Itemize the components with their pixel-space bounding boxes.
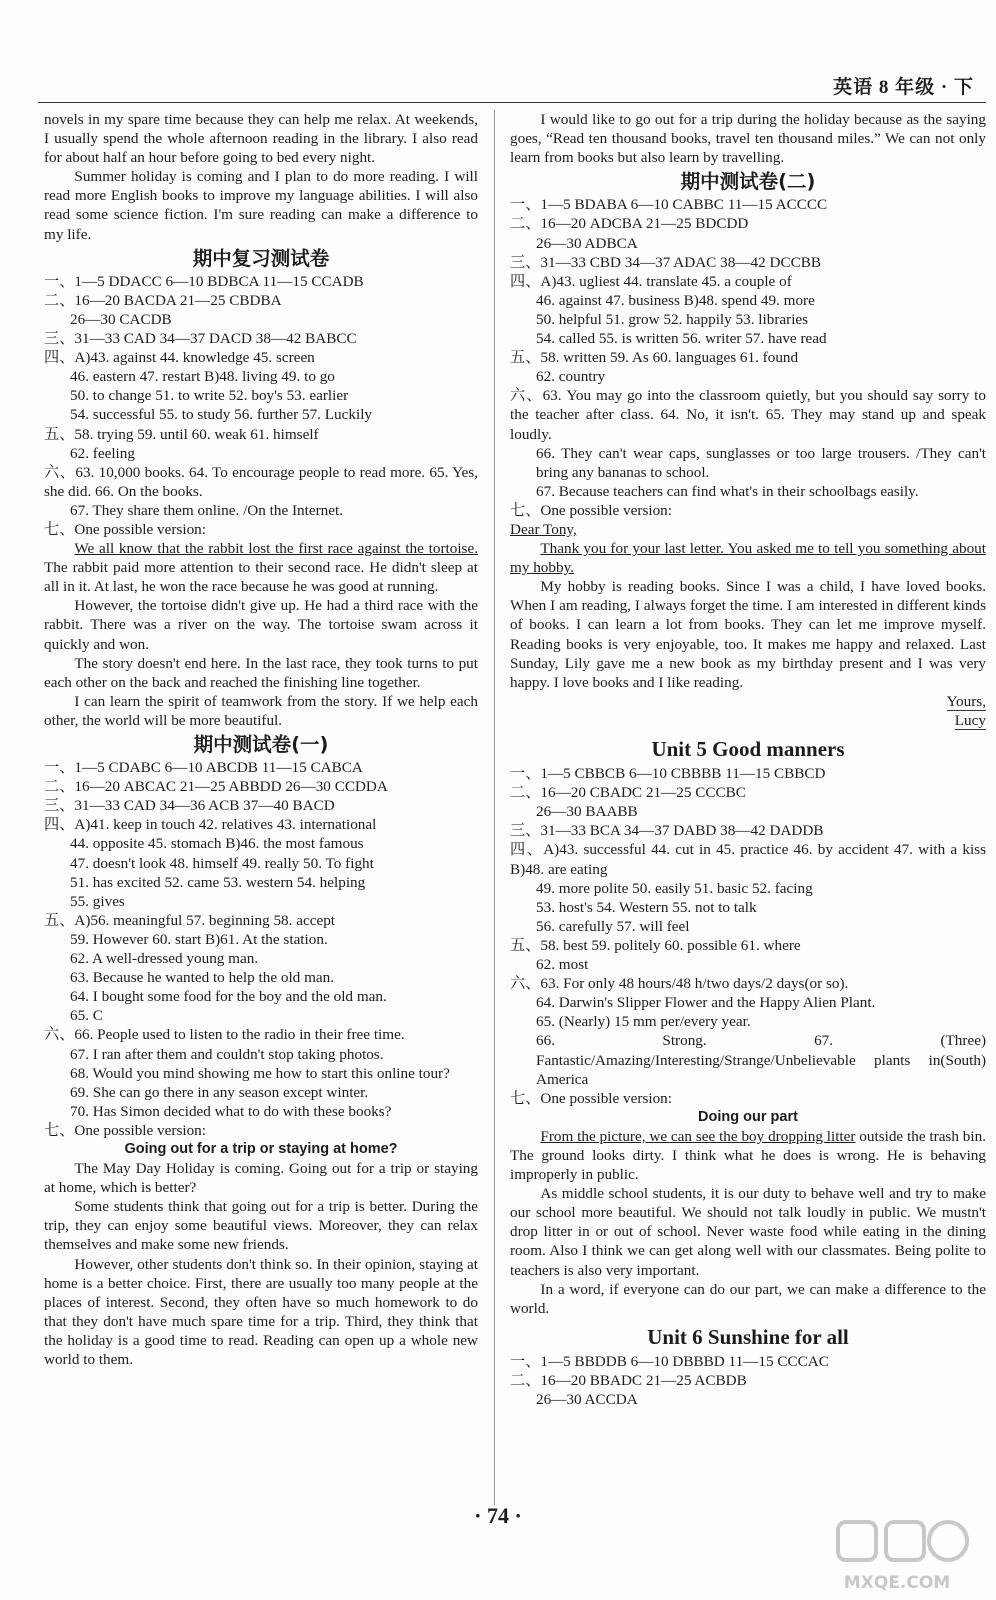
answer-line: 26—30 BAABB: [536, 803, 638, 821]
answer-line: 二、16—20 BACDA 21—25 CBDBA: [44, 291, 282, 309]
letter-closing: [510, 692, 986, 711]
answer-line: 54. called 55. is written 56. writer 57. have read: [536, 330, 827, 348]
answer-line: 64. Darwin's Slipper Flower and the Happy Alien Plant.: [536, 994, 876, 1012]
answer-line: 五、58. written 59. As 60. languages 61. found: [510, 349, 799, 367]
answer-line: 62. most: [536, 956, 589, 974]
answer-line: 一、1—5 BBDDB 6—10 DBBBD 11—15 CCCAC: [510, 1352, 829, 1370]
answer-line: 66. Strong. 67. (Three) Fantastic/Amazing/Interesting/Strange/Unbelievable plants in(South) America: [536, 1032, 986, 1088]
essay-paragraph: Some students think that going out for a trip is better. During the trip, they can enjoy some beautiful views. Moreover, they can relax themselves and make some new friends.: [44, 1198, 478, 1254]
answer-line: 51. has excited 52. came 53. western 54. helping: [70, 873, 366, 891]
watermark-text: MXQE.COM: [843, 1573, 951, 1593]
answer-line: 63. Because he wanted to help the old man.: [70, 969, 335, 987]
underlined-opening: We all know that the rabbit lost the first race against the tortoise.: [74, 540, 478, 558]
answer-line: 65. C: [70, 1007, 103, 1025]
answer-line: 二、16—20 ADCBA 21—25 BDCDD: [510, 215, 749, 233]
essay-paragraph: [510, 1127, 986, 1184]
answer-line: 三、31—33 CBD 34—37 ADAC 38—42 DCCBB: [510, 253, 821, 271]
right-column: [510, 110, 986, 1409]
essay-paragraph: I can learn the spirit of teamwork from the story. If we help each other, the world will be more beautiful.: [44, 692, 478, 729]
answer-line: 67. They share them online. /On the Internet.: [70, 501, 344, 519]
answer-line: 七、One possible version:: [510, 501, 672, 519]
answer-line: 一、1—5 DDACC 6—10 BDBCA 11—15 CCADB: [44, 272, 364, 290]
answer-line: 六、63. You may go into the classroom quietly, but you should say sorry to the teacher after class. 64. No, it isn't. 65. They may stand up and speak loudly.: [510, 387, 986, 443]
answer-line: 62. A well-dressed young man.: [70, 950, 259, 968]
essay-paragraph: The May Day Holiday is coming. Going out for a trip or staying at home, which is better?: [44, 1160, 478, 1197]
answer-line: 一、1—5 CBBCB 6—10 CBBBB 11—15 CBBCD: [510, 765, 826, 783]
header-divider: [38, 102, 986, 103]
answer-line: 七、One possible version:: [510, 1089, 672, 1107]
answer-line: 二、16—20 BBADC 21—25 ACBDB: [510, 1372, 747, 1389]
page-header-title: 英语 8 年级 · 下: [833, 77, 974, 98]
answer-line: 46. against 47. business B)48. spend 49. more: [536, 291, 815, 309]
answer-line: 47. doesn't look 48. himself 49. really 50. To fight: [70, 854, 374, 872]
section-title: 期中测试卷(二): [680, 170, 816, 194]
essay-paragraph: In a word, if everyone can do our part, we can make a difference to the world.: [510, 1280, 986, 1317]
underlined-opening: Thank you for your last letter. You asked me to tell you something about my hobby.: [510, 540, 986, 577]
letter-signature: [510, 711, 986, 730]
answer-line: 三、31—33 CAD 34—36 ACB 37—40 BACD: [44, 797, 335, 815]
section-title: 期中复习测试卷: [192, 246, 330, 270]
answer-line: 五、58. trying 59. until 60. weak 61. himself: [44, 425, 319, 443]
column-divider: [494, 110, 495, 1505]
answer-line: 62. country: [536, 368, 606, 386]
underlined-opening: From the picture, we can see the boy dropping litter: [540, 1127, 856, 1145]
answer-line: 62. feeling: [70, 444, 135, 462]
answer-line: 三、31—33 CAD 34—37 DACD 38—42 BABCC: [44, 330, 357, 348]
answer-line: 65. (Nearly) 15 mm per/every year.: [536, 1013, 751, 1031]
letter-paragraph: My hobby is reading books. Since I was a child, I have loved books. When I am reading, I always forget the time. I am interested in different kinds of books. I can learn a lot from books. They can let me improve myself. Reading books is very enjoyable, too. It makes me happy and relaxed. Last Sunday, Lily gave me a new book as my birthday present and I was very happy. I love books and I like reading.: [510, 578, 986, 691]
answer-line: 六、66. People used to listen to the radio in their free time.: [44, 1026, 405, 1044]
essay-text: outside the trash bin. The ground looks dirty. I think what he does is wrong. He is behaving improperly in public.: [510, 1127, 986, 1184]
essay-paragraph: As middle school students, it is our duty to behave well and try to make our school more beautiful. We should not talk loudly in public. We mustn't drop litter in or out of school. Never waste food while eating in the dining room. Also I think we can get along well with our classmates. Being polite to teachers is also very important.: [510, 1185, 986, 1279]
answer-line: 69. She can go there in any season except winter.: [70, 1083, 369, 1101]
answer-line: 一、1—5 CDABC 6—10 ABCDB 11—15 CABCA: [44, 759, 363, 777]
answer-line: 二、16—20 ABCAC 21—25 ABBDD 26—30 CCDDA: [44, 778, 388, 796]
letter-paragraph: [510, 539, 986, 577]
closing-text: Yours,: [946, 692, 986, 710]
essay-title: Going out for a trip or staying at home?: [124, 1140, 398, 1157]
essay-title: Doing our part: [698, 1108, 798, 1125]
answer-line: 55. gives: [70, 892, 125, 910]
intro-paragraph: novels in my spare time because they can help me relax. At weekends, I usually spend the whole afternoon reading in the library. I also read for about half an hour before going to bed every night.: [44, 111, 478, 167]
essay-paragraph: [44, 539, 478, 596]
answer-line: 50. helpful 51. grow 52. happily 53. libraries: [536, 310, 809, 328]
answer-line: 六、63. 10,000 books. 64. To encourage people to read more. 65. Yes, she did. 66. On the books.: [44, 463, 478, 500]
answer-line: 64. I bought some food for the boy and the old man.: [70, 988, 387, 1006]
answer-line: 44. opposite 45. stomach B)46. the most famous: [70, 835, 364, 853]
page-number: · 74 ·: [474, 1503, 522, 1528]
answer-line: 二、16—20 CBADC 21—25 CCCBC: [510, 784, 746, 802]
answer-line: 五、58. best 59. politely 60. possible 61. where: [510, 936, 801, 954]
answer-line: 56. carefully 57. will feel: [536, 917, 690, 935]
answer-line: 26—30 ADBCA: [536, 234, 638, 252]
answer-line: 26—30 CACDB: [70, 310, 172, 328]
signature-text: Lucy: [954, 711, 986, 729]
answer-line: 四、A)43. successful 44. cut in 45. practice 46. by accident 47. with a kiss B)48. are eating: [510, 841, 986, 878]
answer-line: 70. Has Simon decided what to do with these books?: [70, 1102, 392, 1120]
answer-line: 67. Because teachers can find what's in their schoolbags easily.: [536, 482, 919, 500]
essay-paragraph: The story doesn't end here. In the last race, they took turns to put each other on the back and reached the finishing line together.: [44, 654, 478, 691]
intro-paragraph: Summer holiday is coming and I plan to do more reading. I will read more English books to improve my language abilities. I will also read some science fiction. I'm sure reading can make a difference to my life.: [44, 168, 478, 243]
essay-paragraph: However, the tortoise didn't give up. He had a third race with the rabbit. There was a river on the way. The tortoise swam across it quickly and won.: [44, 597, 478, 653]
answer-line: 46. eastern 47. restart B)48. living 49. to go: [70, 368, 335, 386]
answer-line: 67. I ran after them and couldn't stop taking photos.: [70, 1045, 384, 1063]
answer-line: 六、63. For only 48 hours/48 h/two days/2 days(or so).: [510, 975, 849, 993]
answer-line: 一、1—5 BDABA 6—10 CABBC 11—15 ACCCC: [510, 196, 828, 214]
unit-title: Unit 6 Sunshine for all: [647, 1324, 849, 1349]
answer-line: 三、31—33 BCA 34—37 DABD 38—42 DADDB: [510, 822, 824, 840]
answer-line: 68. Would you mind showing me how to start this online tour?: [70, 1064, 450, 1082]
left-column: [44, 110, 478, 1369]
answer-line: 七、One possible version:: [44, 520, 206, 538]
answer-line: 54. successful 55. to study 56. further 57. Luckily: [70, 406, 373, 424]
answer-line: 59. However 60. start B)61. At the station.: [70, 930, 328, 948]
unit-title: Unit 5 Good manners: [651, 737, 845, 761]
answer-line: 四、A)43. against 44. knowledge 45. screen: [44, 349, 315, 367]
answer-line: 66. They can't wear caps, sunglasses or too large trousers. /They can't bring any bananas to school.: [536, 444, 986, 481]
answer-line: 四、A)41. keep in touch 42. relatives 43. international: [44, 816, 377, 834]
watermark-logo: [808, 1518, 986, 1594]
answer-line: 53. host's 54. Western 55. not to talk: [536, 898, 757, 916]
answer-line: 四、A)43. ugliest 44. translate 45. a couple of: [510, 272, 792, 290]
essay-text: The rabbit paid more attention to their second race. He didn't sleep at all in it. At last, he won the race because he was good at running.: [44, 559, 478, 596]
answer-line: 49. more polite 50. easily 51. basic 52. facing: [536, 879, 813, 897]
section-title: 期中测试卷(一): [193, 733, 329, 756]
answer-line: 50. to change 51. to write 52. boy's 53. earlier: [70, 387, 349, 405]
answer-line: 七、One possible version:: [44, 1121, 206, 1139]
intro-paragraph: I would like to go out for a trip during the holiday because as the saying goes, “Read ten thousand books, travel ten thousand miles.” We can not only learn from books but also learn by travelling.: [510, 111, 986, 167]
essay-paragraph: However, other students don't think so. In their opinion, staying at home is a better choice. First, there are usually too many people at the places of interest. Second, they often have so much homework to do that they don't have much spare time for a trip. Third, they think that the holiday is a good time to read. Reading can open up a whole new world to them.: [44, 1255, 478, 1368]
answer-line: 26—30 ACCDA: [536, 1391, 638, 1409]
answer-line: 五、A)56. meaningful 57. beginning 58. accept: [44, 911, 336, 929]
letter-salutation: Dear Tony,: [510, 520, 577, 538]
